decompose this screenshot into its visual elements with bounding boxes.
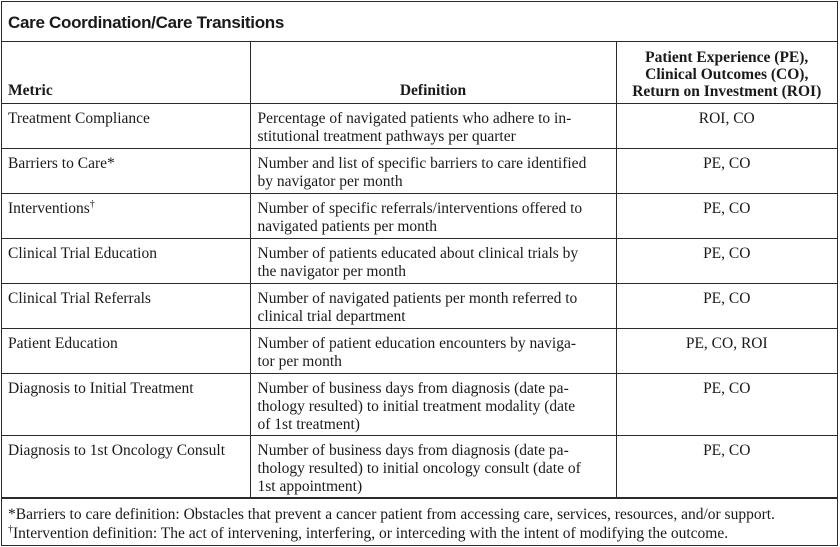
metric-label: Barriers to Care*: [8, 154, 115, 172]
metric-label: Clinical Trial Education: [8, 244, 157, 262]
definition-line: Number of navigated patients per month referred to: [257, 289, 578, 307]
table-row: [2, 373, 837, 435]
definition-line: the navigator per month: [257, 262, 406, 280]
definition-cell: [250, 283, 616, 328]
definition-cell: [250, 238, 616, 283]
metric-column-header: Metric: [2, 42, 250, 103]
metric-cell: [2, 193, 250, 238]
definition-line: Number of specific referrals/interventions offered to: [257, 199, 583, 217]
table-row: [2, 103, 837, 148]
outcome-cell: PE, CO: [616, 193, 837, 238]
footnote-barriers: *Barriers to care definition: Obstacles that prevent a cancer patient from accessing care, services, resources, and/or support.: [8, 505, 775, 523]
metric-cell: [2, 373, 250, 435]
definition-line: Number of business days from diagnosis (date pa-: [257, 379, 569, 397]
definition-cell: [250, 373, 616, 435]
definition-cell: [250, 193, 616, 238]
metric-label: Patient Education: [8, 334, 118, 352]
metric-cell: [2, 238, 250, 283]
definition-line: by navigator per month: [257, 172, 403, 190]
table-row: [2, 435, 837, 497]
outcome-header-line: Patient Experience (PE),: [645, 48, 809, 66]
definition-line: Percentage of navigated patients who adhere to in-: [257, 109, 572, 127]
outcome-cell: PE, CO: [616, 283, 837, 328]
table-row: [2, 148, 837, 193]
footnote-intervention: [8, 524, 837, 543]
outcome-cell: PE, CO: [616, 238, 837, 283]
definition-line: of 1st treatment): [257, 415, 360, 433]
dagger-footnote-mark: †: [89, 198, 95, 210]
table-row: [2, 283, 837, 328]
definition-line: Number of patient education encounters by naviga-: [257, 334, 576, 352]
metric-cell: [2, 328, 250, 373]
definition-line: navigated patients per month: [257, 217, 437, 235]
outcome-cell: PE, CO: [616, 435, 837, 497]
definition-line: Number and list of specific barriers to care identified: [257, 154, 587, 172]
definition-line: thology resulted) to initial oncology consult (date of: [257, 459, 581, 477]
definition-line: thology resulted) to initial treatment modality (date: [257, 397, 576, 415]
dagger-footnote-mark: †: [8, 523, 13, 535]
definition-column-header: Definition: [250, 42, 616, 103]
table-row: [2, 328, 837, 373]
metric-cell: [2, 283, 250, 328]
footnote-intervention-text: Intervention definition: The act of intervening, interfering, or interceding with the intent of modifying the outcome.: [13, 524, 729, 542]
metric-label: Treatment Compliance: [8, 109, 150, 127]
metric-label: Diagnosis to 1st Oncology Consult: [8, 441, 226, 459]
metric-cell: [2, 148, 250, 193]
footnotes: [2, 498, 837, 543]
definition-cell: [250, 435, 616, 497]
definition-line: tor per month: [257, 352, 342, 370]
definition-line: 1st appointment): [257, 477, 363, 495]
table-title: Care Coordination/Care Transitions: [2, 2, 837, 42]
table-row: [2, 238, 837, 283]
definition-cell: [250, 148, 616, 193]
table-row: [2, 193, 837, 238]
outcome-cell: PE, CO: [616, 373, 837, 435]
definition-line: Number of business days from diagnosis (date pa-: [257, 441, 569, 459]
metric-label: Diagnosis to Initial Treatment: [8, 379, 194, 397]
definition-line: stitutional treatment pathways per quarter: [257, 127, 516, 145]
metric-cell: [2, 435, 250, 497]
metrics-table: [2, 42, 837, 498]
outcome-cell: PE, CO: [616, 148, 837, 193]
definition-cell: [250, 328, 616, 373]
metric-label: Interventions: [8, 199, 90, 217]
header-row: [2, 42, 837, 103]
metrics-table-frame: [1, 1, 838, 546]
definition-line: Number of patients educated about clinical trials by: [257, 244, 579, 262]
metric-cell: [2, 103, 250, 148]
outcome-header-line: Return on Investment (ROI): [632, 82, 822, 100]
outcome-column-header: [616, 42, 837, 103]
definition-cell: [250, 103, 616, 148]
outcome-cell: PE, CO, ROI: [616, 328, 837, 373]
metric-label: Clinical Trial Referrals: [8, 289, 151, 307]
outcome-cell: ROI, CO: [616, 103, 837, 148]
outcome-header-line: Clinical Outcomes (CO),: [645, 65, 809, 83]
definition-line: clinical trial department: [257, 307, 406, 325]
